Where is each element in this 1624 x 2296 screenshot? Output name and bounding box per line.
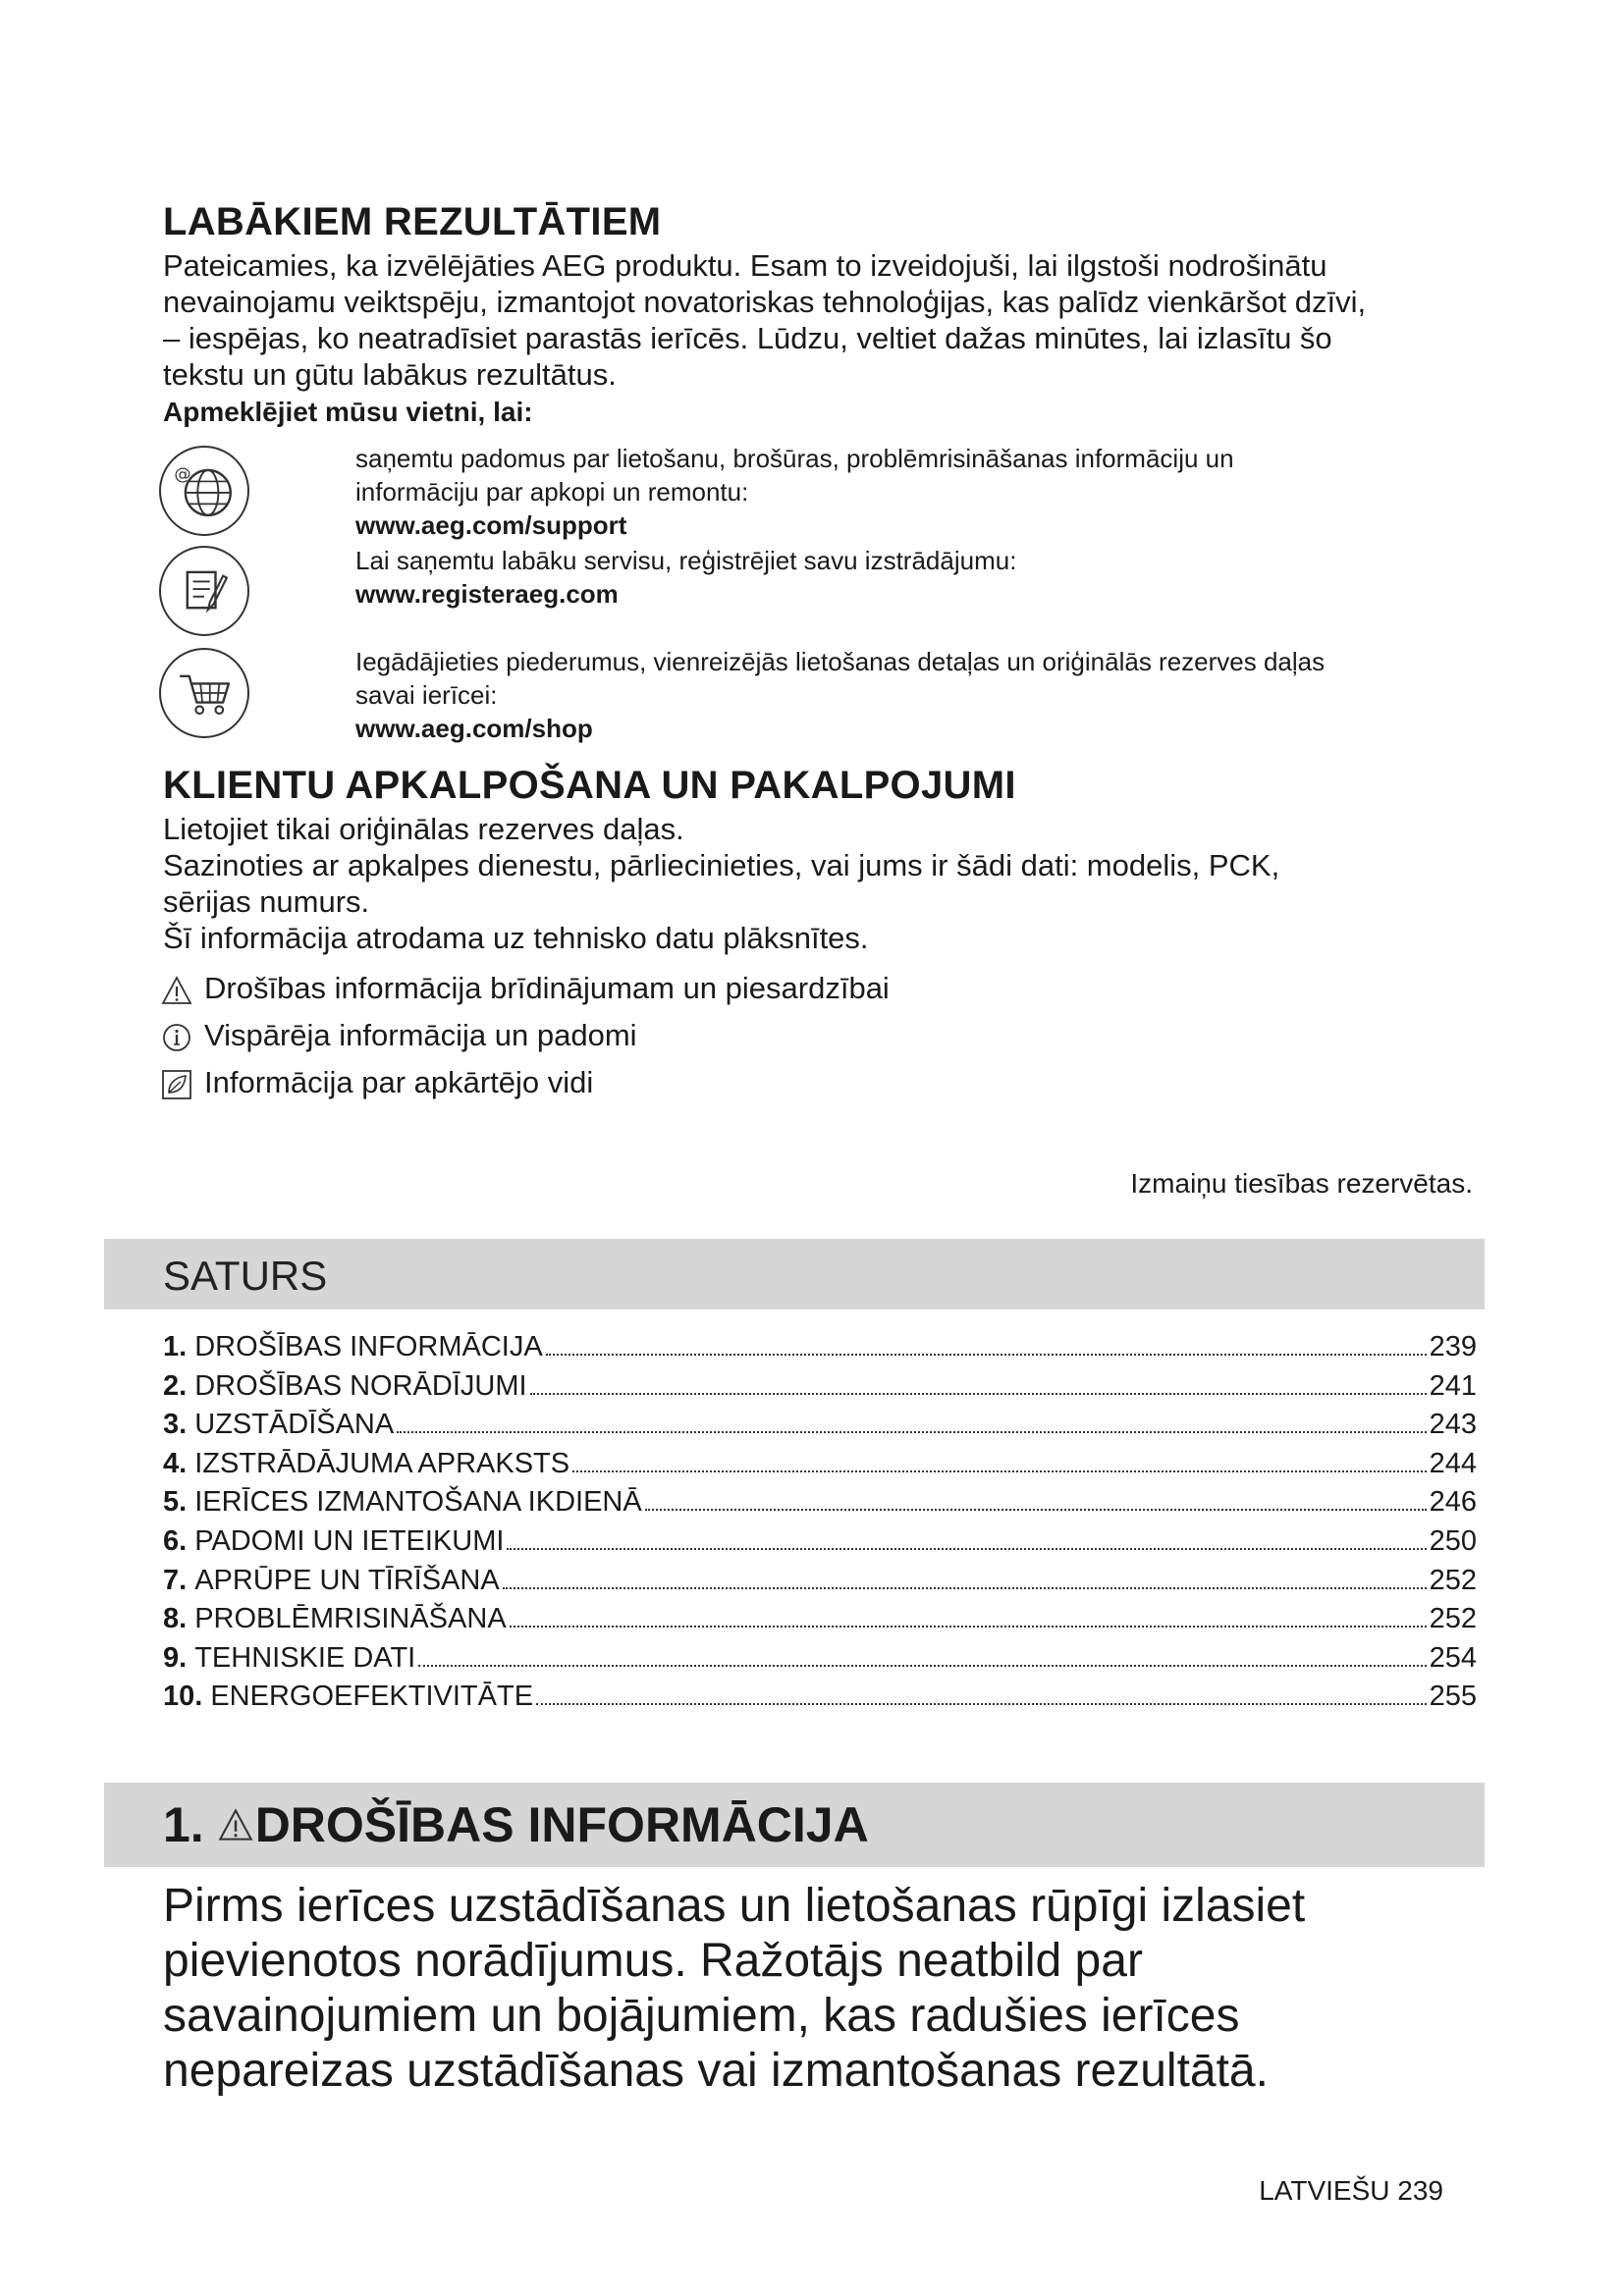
toc-row[interactable] [163, 1562, 1477, 1597]
chapter-intro-paragraph [163, 1879, 1305, 2099]
toc-page-number: 239 [1429, 1331, 1477, 1362]
toc-title: SATURS [163, 1253, 328, 1299]
toc-number: 9. [163, 1641, 188, 1674]
intro-line: – iespējas, ko neatradīsiet parastās ierīcēs. Lūdzu, veltiet dažas minūtes, lai izlasītu šo [163, 321, 1332, 355]
toc-page-number: 243 [1429, 1409, 1477, 1441]
toc-label: IERĪCES IZMANTOŠANA IKDIENĀ [194, 1486, 642, 1519]
intro-paragraph [163, 247, 1366, 393]
legend-warning-text: Drošības informācija brīdinājumam un piesardzībai [204, 971, 890, 1005]
chapter-number: 1. [163, 1797, 204, 1852]
intro-line: Pateicamies, ka izvēlējāties AEG produktu. Esam to izveidojuši, lai ilgstoši nodrošinātu [163, 248, 1327, 283]
legend-info [161, 1017, 637, 1053]
support-text-line: saņemtu padomus par lietošanu, brošūras, problēmrisināšanas informāciju un [355, 444, 1234, 473]
visit-label: Apmeklējiet mūsu vietni, lai: [163, 397, 533, 427]
environment-icon [161, 1069, 192, 1100]
toc-leader-dots [536, 1702, 1427, 1705]
toc-page-number: 241 [1429, 1369, 1477, 1402]
legend-info-text: Vispārēja informācija un padomi [204, 1018, 637, 1052]
shop-url-link[interactable]: www.aeg.com/shop [355, 714, 593, 743]
section-title-customer-service: KLIENTU APKALPOŠANA UN PAKALPOJUMI [163, 764, 1016, 807]
toc-number: 8. [163, 1603, 188, 1635]
chapter-intro-line: nepareizas uzstādīšanas vai izmantošanas rezultātā. [163, 2045, 1269, 2097]
toc-number: 6. [163, 1525, 188, 1557]
support-link-block [355, 442, 1234, 542]
chapter-intro-line: pievienotos norādījumus. Ražotājs neatbild par [163, 1935, 1143, 1987]
toc-number: 3. [163, 1409, 188, 1441]
toc-row[interactable] [163, 1445, 1477, 1480]
intro-line: tekstu un gūtu labākus rezultātus. [163, 357, 617, 392]
toc-page-number: 250 [1429, 1525, 1477, 1557]
toc-number: 4. [163, 1447, 188, 1479]
register-link-block [355, 544, 1016, 611]
svg-text:@: @ [174, 464, 191, 485]
section-title-better-results: LABĀKIEM REZULTĀTIEM [163, 200, 662, 243]
toc-label: DROŠĪBAS INFORMĀCIJA [194, 1331, 543, 1362]
legend-environment [161, 1064, 593, 1100]
chapter-intro-line: savainojumiem un bojājumiem, kas radušies ierīces [163, 1990, 1240, 2042]
toc-leader-dots [397, 1430, 1426, 1433]
service-line: Sazinoties ar apkalpes dienestu, pārliecinieties, vai jums ir šādi dati: modelis, PCK, [163, 848, 1280, 882]
service-line: Lietojiet tikai oriģinālas rezerves daļas. [163, 812, 684, 846]
globe-icon [159, 446, 249, 536]
toc-number: 2. [163, 1369, 188, 1402]
toc-leader-dots [503, 1586, 1427, 1589]
service-line: Šī informācija atrodama uz tehnisko datu plāksnītes. [163, 921, 869, 955]
toc-leader-dots [546, 1353, 1427, 1356]
toc-leader-dots [572, 1469, 1427, 1472]
toc-label: APRŪPE UN TĪRĪŠANA [194, 1564, 500, 1596]
service-line: sērijas numurs. [163, 884, 370, 919]
page-footer: LATVIEŠU 239 [1259, 2175, 1443, 2206]
toc-number: 5. [163, 1486, 188, 1519]
toc-label: DROŠĪBAS NORĀDĪJUMI [194, 1369, 527, 1402]
chapter-title [163, 1796, 869, 1853]
toc-label: ENERGOEFEKTIVITĀTE [210, 1681, 534, 1713]
toc-number: 1. [163, 1331, 188, 1362]
support-url-link[interactable]: www.aeg.com/support [355, 510, 627, 540]
shop-text-line: savai ierīcei: [355, 680, 498, 710]
legend-environment-text: Informācija par apkārtējo vidi [204, 1065, 594, 1099]
register-text-line: Lai saņemtu labāku servisu, reģistrējiet savu izstrādājumu: [355, 546, 1017, 575]
toc-number: 10. [163, 1681, 203, 1713]
toc-page-number: 255 [1429, 1681, 1477, 1713]
shop-text-line: Iegādājieties piederumus, vienreizējās lietošanas detaļas un oriģinālās rezerves daļas [355, 647, 1326, 676]
chapter-title-text: DROŠĪBAS INFORMĀCIJA [254, 1797, 869, 1852]
toc-number: 7. [163, 1564, 188, 1596]
toc-row[interactable] [163, 1600, 1477, 1635]
legend-warning [161, 970, 890, 1006]
toc-label: IZSTRĀDĀJUMA APRAKSTS [194, 1447, 570, 1479]
toc-page-number: 252 [1429, 1564, 1477, 1596]
toc-row[interactable] [163, 1639, 1477, 1675]
warning-icon [161, 975, 192, 1006]
cart-icon [159, 648, 249, 738]
toc-label: PADOMI UN IETEIKUMI [194, 1525, 505, 1557]
rights-reserved-text: Izmaiņu tiesības rezervētas. [1130, 1168, 1473, 1199]
service-paragraph [163, 811, 1279, 956]
toc-row[interactable] [163, 1328, 1477, 1363]
warning-icon [218, 1807, 253, 1842]
toc-leader-dots [510, 1625, 1427, 1628]
toc-leader-dots [645, 1508, 1427, 1511]
toc-row[interactable] [163, 1678, 1477, 1713]
support-text-line: informāciju par apkopi un remontu: [355, 477, 749, 507]
toc-page-number: 246 [1429, 1486, 1477, 1519]
toc-row[interactable] [163, 1483, 1477, 1519]
register-url-link[interactable]: www.registeraeg.com [355, 579, 619, 609]
toc-label: PROBLĒMRISINĀŠANA [194, 1603, 507, 1635]
toc-leader-dots [507, 1547, 1426, 1550]
shop-link-block [355, 645, 1325, 745]
toc-row[interactable] [163, 1367, 1477, 1403]
toc-leader-dots [530, 1392, 1427, 1395]
toc-row[interactable] [163, 1522, 1477, 1558]
toc-page-number: 252 [1429, 1603, 1477, 1635]
intro-line: nevainojamu veiktspēju, izmantojot novatoriskas tehnoloģijas, kas palīdz vienkāršot dzīvi, [163, 285, 1367, 319]
chapter-intro-line: Pirms ierīces uzstādīšanas un lietošanas rūpīgi izlasiet [163, 1880, 1306, 1932]
register-icon [159, 546, 249, 636]
toc-label: UZSTĀDĪŠANA [194, 1409, 395, 1441]
info-icon [161, 1022, 192, 1053]
toc-label: TEHNISKIE DATI [194, 1641, 416, 1674]
toc-page-number: 244 [1429, 1447, 1477, 1479]
toc-leader-dots [418, 1664, 1426, 1667]
toc-page-number: 254 [1429, 1641, 1477, 1674]
toc-row[interactable] [163, 1406, 1477, 1441]
